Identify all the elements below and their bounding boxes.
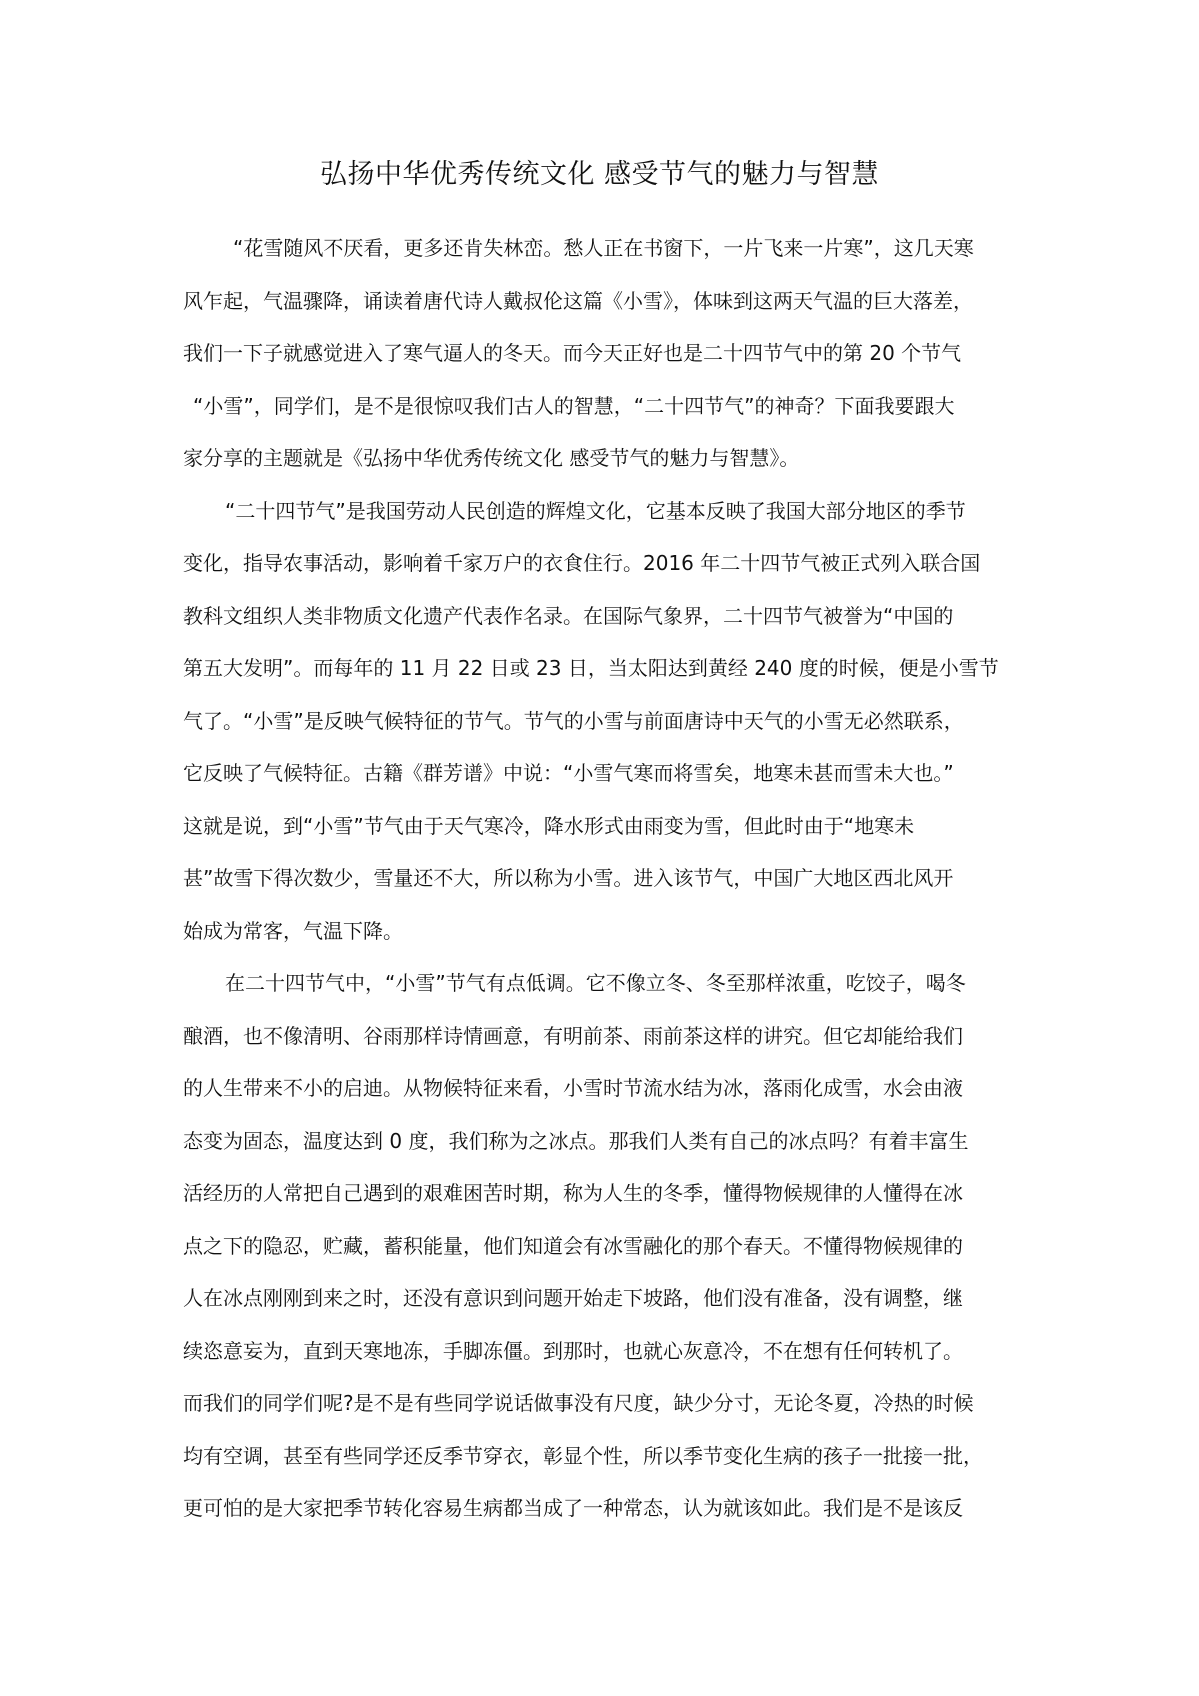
text-line: 这就是说，到“小雪”节气由于天气寒冷，降水形式由雨变为雪，但此时由于“地寒未 bbox=[183, 813, 915, 838]
page-title: 弘扬中华优秀传统文化 感受节气的魅力与智慧 bbox=[319, 159, 880, 190]
text-line: 始成为常客，气温下降。 bbox=[183, 918, 403, 943]
text-line: 人在冰点刚刚到来之时，还没有意识到问题开始走下坡路，他们没有准备，没有调整，继 bbox=[183, 1286, 963, 1310]
text-line: 更可怕的是大家把季节转化容易生病都当成了一种常态，认为就该如此。我们是不是该反 bbox=[183, 1496, 963, 1520]
text-line: 酿酒，也不像清明、谷雨那样诗情画意，有明前茶、雨前茶这样的讲究。但它却能给我们 bbox=[183, 1023, 963, 1048]
text-line: 均有空调，甚至有些同学还反季节穿衣，彰显个性，所以季节变化生病的孩子一批接一批， bbox=[183, 1443, 983, 1468]
text-line: “二十四节气”是我国劳动人民创造的辉煌文化，它基本反映了我国大部分地区的季节 bbox=[225, 498, 966, 523]
text-line: “小雪”，同学们，是不是很惊叹我们古人的智慧，“二十四节气”的神奇？下面我要跟大 bbox=[193, 393, 955, 418]
text-line: 我们一下子就感觉进入了寒气逼人的冬天。而今天正好也是二十四节气中的第 20 个节气 bbox=[183, 341, 962, 365]
text-line: 变化，指导农事活动，影响着千家万户的衣食住行。2016 年二十四节气被正式列入联合国 bbox=[183, 551, 981, 575]
text-line: 它反映了气候特征。古籍《群芳谱》中说：“小雪气寒而将雪矣，地寒未甚而雪未大也。” bbox=[183, 761, 954, 785]
text-line: “花雪随风不厌看，更多还肯失林峦。愁人正在书窗下，一片飞来一片寒”，这几天寒 bbox=[233, 236, 974, 260]
text-line: 教科文组织人类非物质文化遗产代表作名录。在国际气象界，二十四节气被誉为“中国的 bbox=[183, 603, 954, 628]
text-line: 风乍起，气温骤降，诵读着唐代诗人戴叔伦这篇《小雪》，体味到这两天气温的巨大落差， bbox=[183, 288, 973, 313]
text-line: 续恣意妄为，直到天寒地冻，手脚冻僵。到那时，也就心灰意冷，不在想有任何转机了。 bbox=[183, 1338, 963, 1363]
text-line: 的人生带来不小的启迪。从物候特征来看，小雪时节流水结为冰，落雨化成雪，水会由液 bbox=[183, 1076, 963, 1100]
text-line: 家分享的主题就是《弘扬中华优秀传统文化 感受节气的魅力与智慧》。 bbox=[183, 446, 800, 470]
text-line: 而我们的同学们呢?是不是有些同学说话做事没有尺度，缺少分寸，无论冬夏，冷热的时候 bbox=[183, 1391, 974, 1415]
text-line: 活经历的人常把自己遇到的艰难困苦时期，称为人生的冬季，懂得物候规律的人懂得在冰 bbox=[183, 1181, 963, 1205]
text-line: 甚”故雪下得次数少，雪量还不大，所以称为小雪。进入该节气，中国广大地区西北风开 bbox=[183, 866, 954, 890]
text-line: 在二十四节气中，“小雪”节气有点低调。它不像立冬、冬至那样浓重，吃饺子，喝冬 bbox=[225, 971, 966, 995]
text-line: 气了。“小雪”是反映气候特征的节气。节气的小雪与前面唐诗中天气的小雪无必然联系， bbox=[183, 708, 964, 733]
document-body bbox=[183, 222, 1021, 1535]
text-line: 态变为固态，温度达到 0 度，我们称为之冰点。那我们人类有自己的冰点吗？有着丰富生 bbox=[183, 1128, 969, 1153]
text-line: 点之下的隐忍，贮藏，蓄积能量，他们知道会有冰雪融化的那个春天。不懂得物候规律的 bbox=[183, 1233, 963, 1258]
text-line: 第五大发明”。而每年的 11 月 22 日或 23 日，当太阳达到黄经 240 度的时候，便是小雪节 bbox=[183, 656, 999, 680]
